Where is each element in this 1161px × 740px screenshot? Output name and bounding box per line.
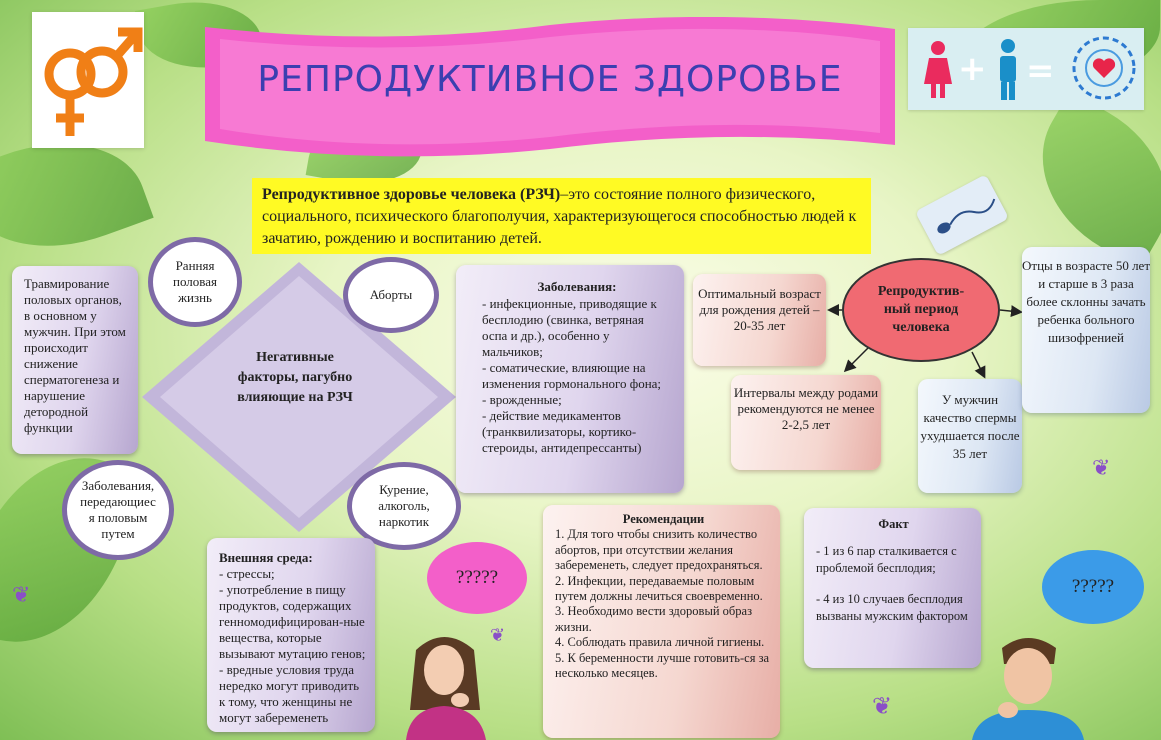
recommendations-box — [543, 505, 780, 738]
butterfly-icon: ❦ — [872, 694, 893, 720]
bubble-abortions-text: Аборты — [369, 287, 413, 302]
page-title: РЕПРОДУКТИВНОЕ ЗДОРОВЬЕ — [257, 59, 843, 100]
fact-box — [804, 508, 981, 668]
diseases-item: - инфекционные, приводящие к бесплодию (свинка, ветряная оспа и др.), особенно у мальчиков; — [482, 296, 657, 359]
birth-intervals-box: Интервалы между родами рекомендуются не менее 2-2,5 лет — [731, 375, 881, 470]
recommendation-item: 4. Соблюдать правила личной гигиены. — [555, 635, 765, 650]
woman-thinking-illustration — [396, 630, 496, 740]
svg-text:=: = — [1026, 51, 1055, 91]
trauma-box: Травмирование половых органов, в основном у мужчин. При этом происходит снижение сперматогенеза и нарушение детородной функции — [12, 266, 138, 454]
external-title: Внешняя среда: — [219, 550, 313, 565]
diseases-title: Заболевания: — [537, 279, 617, 294]
fathers-age-box: Отцы в возрасте 50 лет и старше в 3 раза более склонны зачать ребенка больного шизофренией — [1022, 247, 1150, 413]
bubble-std-text: Заболевания, передающиес я половым путем — [80, 478, 156, 541]
recommendation-item: 2. Инфекции, передаваемые половым путем должны лечиться своевременно. — [555, 573, 763, 604]
diseases-item: - соматические, влияющие на изменения гормонального фона; — [482, 360, 662, 391]
fact-title: Факт — [878, 517, 909, 531]
external-item: - употребление в пищу продуктов, содержащих генномодифицирован-ные вещества, которые вызывают мутацию генов; — [219, 582, 366, 661]
fact-item: - 1 из 6 пар сталкивается с проблемой бесплодия; — [816, 544, 957, 575]
butterfly-icon: ❦ — [490, 625, 506, 645]
external-item: - стрессы; — [219, 566, 275, 581]
period-title: Репродуктив-ный период человека — [877, 284, 965, 335]
external-item: - вредные условия труда нередко могут приводить к тому, что женщины не могут забеременеть — [219, 662, 360, 725]
question-bubble-woman — [427, 542, 527, 614]
svg-text:+: + — [958, 49, 987, 89]
men-sperm-quality-box: У мужчин качество спермы ухудшается после 35 лет — [918, 379, 1022, 493]
question-marks: ????? — [455, 567, 499, 588]
butterfly-icon: ❦ — [12, 582, 31, 607]
diseases-item: - действие медикаментов (транквилизаторы, кортико-стероиды, антидепрессанты) — [482, 408, 642, 455]
definition-text: –это состояние полного физического, социального, психического благополучия, характеризующегося способностью людей к зачатию, рождению и воспитанию детей. — [262, 186, 857, 247]
butterfly-icon: ❦ — [1092, 455, 1111, 480]
bubble-early-sex-text: Ранняя половая жизнь — [173, 258, 217, 305]
optimal-age-box: Оптимальный возраст для рождения детей – 20-35 лет — [693, 274, 826, 366]
recommendation-item: 3. Необходимо вести здоровый образ жизни. — [555, 604, 753, 634]
recommendations-title: Рекомендации — [622, 512, 705, 526]
negative-factors-title: Негативные факторы, пагубно влияющие на РЗЧ — [237, 350, 353, 405]
question-marks: ????? — [1071, 576, 1115, 597]
bubble-smoking-text: Курение, алкоголь, наркотик — [378, 482, 430, 529]
man-thinking-illustration — [968, 630, 1088, 740]
recommendation-item: 5. К беременности лучше готовить-ся за несколько месяцев. — [555, 650, 770, 681]
definition-term: Репродуктивное здоровье человека (РЗЧ) — [262, 186, 561, 203]
reproductive-period-ellipse — [842, 258, 1000, 362]
recommendation-item: 1. Для того чтобы снизить количество абортов, при отсутствии желания забеременеть, следует предохраняться. — [555, 527, 763, 573]
question-bubble-man — [1042, 550, 1144, 624]
fact-item: - 4 из 10 случаев бесплодия вызваны мужским фактором — [816, 592, 968, 623]
diseases-item: - врожденные; — [482, 392, 562, 407]
